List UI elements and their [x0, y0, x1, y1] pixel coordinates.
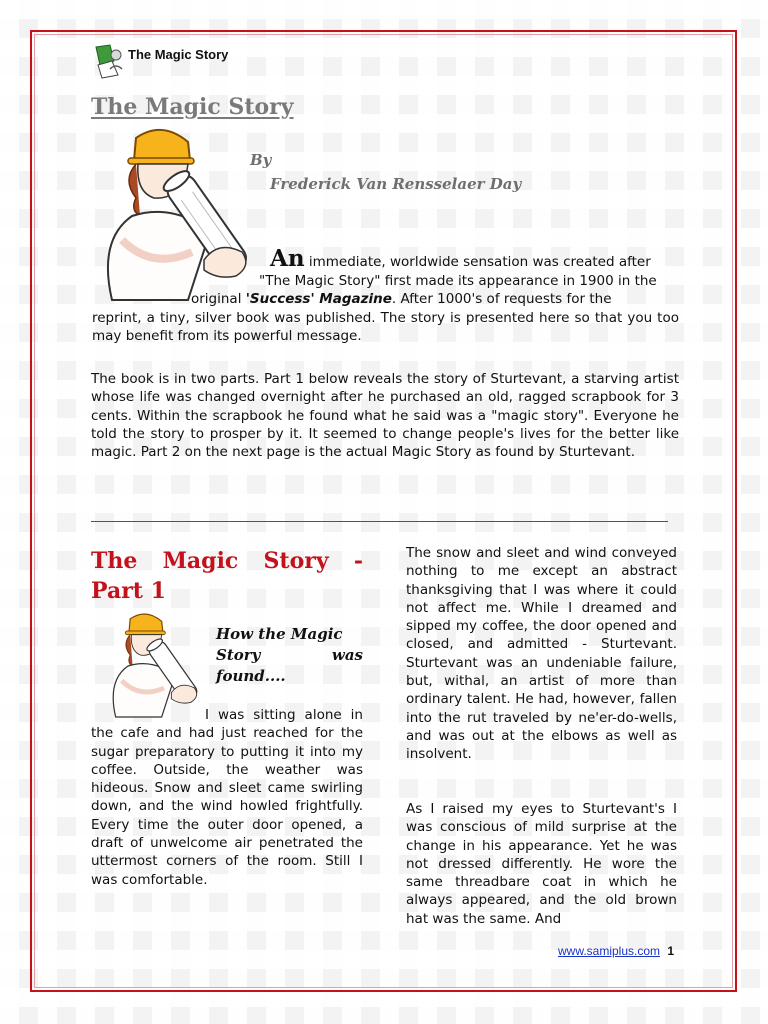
- page-number: 1: [667, 944, 675, 958]
- intro-rest: reprint, a tiny, silver book was published. The story is presented here so that you too may benefit from its powerful message.: [92, 309, 679, 344]
- paragraph-two: The book is in two parts. Part 1 below reveals the story of Sturtevant, a starving artist whose life was changed overnight after he purchased an old, ragged scrapbook for 3 cents. Within the scrapbook he found what he said was a "magic story". Everyone he told the story to prosper by it. It seemed to change people's lives for the better like magic. Part 2 on the next page is the actual Magic Story as found by Sturtevant.: [91, 371, 679, 461]
- byline: [250, 148, 521, 196]
- part1-left-column: I was sitting alone in the cafe and had just reached for the sugar preparatory to putting it into my coffee. Outside, the weather was hideous. Snow and sleet came swirling down, and the wind howled frightfully. Every time the outer door opened, a draft of unwelcome air penetrated the uttermost corners of the room. Still I was comfortable.: [91, 707, 363, 888]
- byline-author: Frederick Van Rensselaer Day: [270, 175, 522, 193]
- header-title: The Magic Story: [128, 47, 229, 62]
- architect-small-illustration-icon: [100, 608, 210, 720]
- page-footer: [558, 944, 674, 958]
- intro-line-2: "The Magic Story" first made its appearance in 1900 in the: [259, 272, 657, 289]
- intro-line-1: An immediate, worldwide sensation was created after: [270, 245, 651, 272]
- part1-right-paragraph-2: As I raised my eyes to Sturtevant's I was conscious of mild surprise at the change in his appearance. Yet he was not dressed differently. He wore the same threadbare coat in which he always appeared, and the old brown hat was the same. And: [406, 801, 677, 927]
- byline-by: By: [250, 151, 272, 169]
- part1-subheading: How the Magic Story was found....: [216, 625, 363, 685]
- footer-website-link[interactable]: www.samiplus.com: [558, 944, 661, 958]
- part1-title: The Magic Story - Part 1: [91, 548, 363, 604]
- page-title: The Magic Story: [91, 94, 294, 120]
- intro-paragraph: [92, 245, 679, 346]
- section-divider: [91, 521, 668, 522]
- logo-icon: [92, 43, 126, 79]
- intro-line-3: original 'Success' Magazine. After 1000's of requests for the: [191, 291, 612, 307]
- magazine-name: 'Success' Magazine: [245, 291, 392, 307]
- part1-right-paragraph-1: The snow and sleet and wind conveyed nothing to me except an abstract thanksgiving that I was where it could not affect me. While I dreamed and sipped my coffee, the door opened and closed, and admitted - Sturtevant. Sturtevant was an undeniable failure, but, withal, an artist of more than ordinary talent. He had, however, fallen into the rut traveled by ne'er-do-wells, and was out at the elbows as well as insolvent.: [406, 545, 677, 763]
- intro-drop-word: An: [270, 245, 305, 272]
